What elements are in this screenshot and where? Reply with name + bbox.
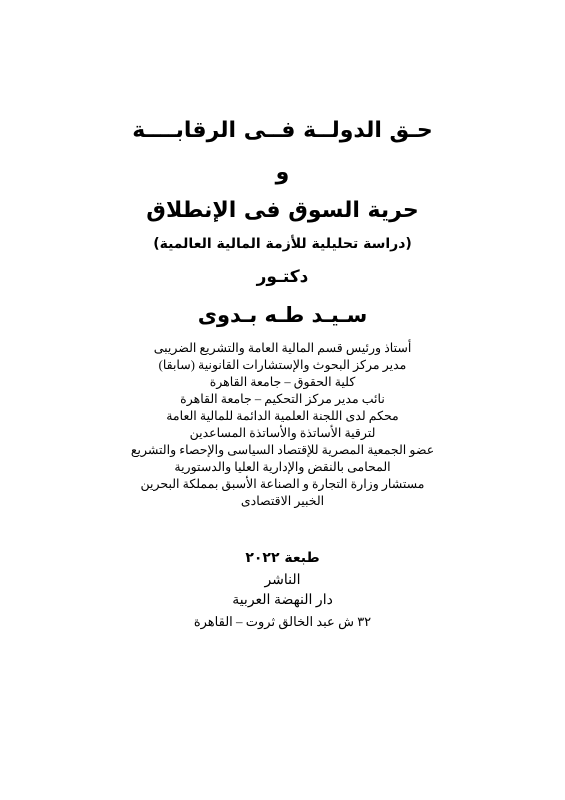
author-title: دكتـور [256, 267, 309, 287]
credential-line: عضو الجمعية المصرية للإقتصاد السياسى والإحصاء والتشريع [130, 443, 435, 457]
credential-line: المحامى بالنقض والإدارية العليا والدستورية [174, 460, 391, 474]
credential-line: كلية الحقوق – جامعة القاهرة [209, 375, 356, 389]
edition-year: طبعة ٢٠٢٢ [245, 550, 320, 566]
book-title-conjunction: و [275, 160, 290, 185]
publisher-address: ٣٢ ش عبد الخالق ثروت – القاهرة [193, 614, 372, 629]
credential-line: الخبير الاقتصادى [240, 494, 325, 508]
book-title-line-1: حـق الدولــة فــى الرقابــــة [132, 118, 433, 143]
credential-line: أستاذ ورئيس قسم المالية العامة والتشريع الضريبى [153, 341, 412, 355]
credential-line: مدير مركز البحوث والإستشارات القانونية (سابقا) [158, 358, 407, 372]
credential-line: مستشار وزارة التجارة و الصناعة الأسبق بمملكة البحرين [140, 477, 425, 491]
credential-line: نائب مدير مركز التحكيم – جامعة القاهرة [180, 392, 385, 406]
book-subtitle: (دراسة تحليلية للأزمة المالية العالمية) [153, 236, 412, 252]
publisher-label: الناشر [264, 573, 301, 588]
credential-line: لترقية الأساتذة والأساتذة المساعدين [189, 426, 376, 440]
publisher-name: دار النهضة العربية [232, 593, 333, 608]
credential-line: محكم لدى اللجنة العلمية الدائمة للمالية العامة [166, 409, 399, 423]
author-name: سـيـد طـه بـدوى [197, 303, 368, 327]
book-title-line-2: حرية السوق فى الإنطلاق [146, 198, 419, 223]
